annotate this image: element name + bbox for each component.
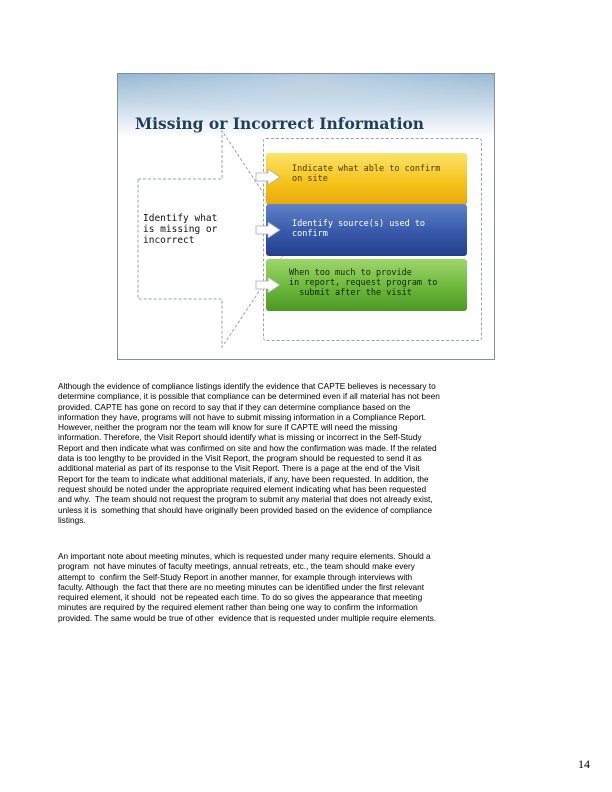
slide-figure (117, 73, 495, 360)
arrow-right-icon (254, 277, 284, 293)
page-number: 14 (578, 757, 590, 771)
body-paragraph-2: An important note about meeting minutes, which is requested under many require elements. Should a program not have minutes of faculty meetings, annual retreats, etc., the team should make every attempt to confirm the Self-Study Report in another manner, for example through interviews with faculty. Although the fact that there are no meeting minutes can be identified under the first relevant required element, it should not be repeated each time. To do so gives the appearance that meeting minutes are required by the required element rather than being one way to confirm the information provided. The same would be true of other evidence that is requested under multiple require elements. (58, 551, 437, 623)
arrow-right-icon (254, 222, 284, 238)
step-bar-confirm-on-site (266, 153, 467, 205)
step-text: Indicate what able to confirm on site (292, 164, 441, 184)
arrow-right-icon (254, 169, 284, 185)
body-paragraph-1: Although the evidence of compliance listings identify the evidence that CAPTE believes is necessary to determine compliance, it is possible that compliance can be determined even if all material has not been provided. CAPTE has gone on record to say that if they can determine compliance based on the information they have, programs will not have to submit missing information in a Compliance Report. However, neither the program nor the team will know for sure if CAPTE will need the missing information. Therefore, the Visit Report should identify what is missing or incorrect in the Self-Study Report and then indicate what was confirmed on site and how the confirmation was made. If the related data is too lengthy to be provided in the Visit Report, the program should be requested to send it as additional material as part of its response to the Visit Report. There is a page at the end of the Visit Report for the team to indicate what additional materials, if any, have been requested. In addition, the request should be noted under the appropriate required element indicating what has been requested and why. The team should not request the program to submit any material that does not already exist, unless it is something that should have originally been provided based on the evidence of compliance listings. (58, 381, 440, 525)
slide-title: Missing or Incorrect Information (135, 114, 425, 133)
step-text: Identify source(s) used to confirm (292, 219, 426, 239)
step-bar-identify-sources (266, 204, 467, 256)
step-bar-request-submission (266, 259, 467, 311)
left-label: Identify what is missing or incorrect (143, 213, 218, 246)
step-text: When too much to provide in report, request program to submit after the visit (289, 268, 438, 298)
